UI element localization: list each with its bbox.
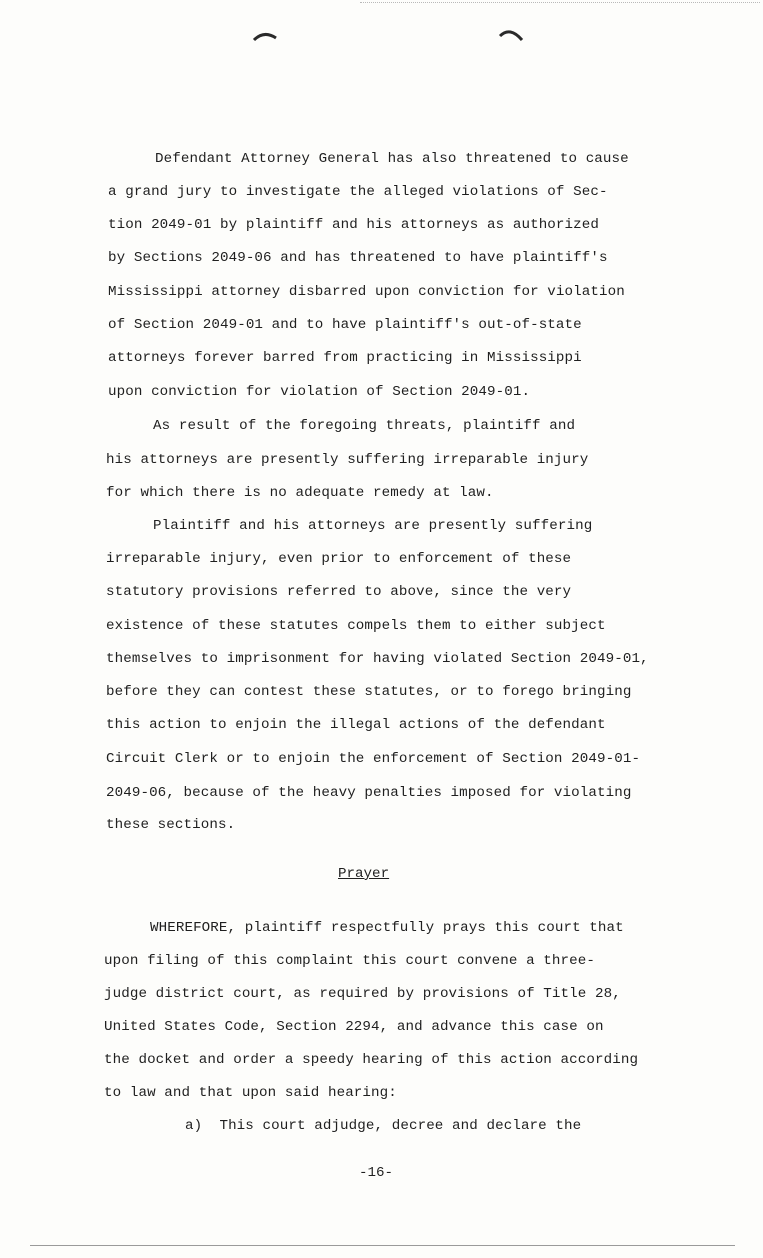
text-line: irreparable injury, even prior to enforcement of these	[106, 551, 572, 567]
binder-hole-mark-right	[496, 26, 526, 44]
text-line: this action to enjoin the illegal actions of the defendant	[106, 717, 606, 733]
text-line: WHEREFORE, plaintiff respectfully prays this court that	[150, 920, 624, 936]
binder-hole-mark-left	[250, 28, 280, 44]
text-line: United States Code, Section 2294, and advance this case on	[104, 1019, 604, 1035]
text-line: statutory provisions referred to above, since the very	[106, 584, 572, 600]
top-dotted-rule	[360, 2, 760, 3]
text-line: a) This court adjudge, decree and declare the	[185, 1118, 582, 1134]
section-heading: Prayer	[338, 866, 390, 882]
text-line: upon filing of this complaint this court convene a three-	[104, 953, 595, 969]
text-line: 2049-06, because of the heavy penalties imposed for violating	[106, 785, 632, 801]
text-line: attorneys forever barred from practicing in Mississippi	[108, 350, 582, 366]
text-line: Mississippi attorney disbarred upon conviction for violation	[108, 284, 625, 300]
text-line: themselves to imprisonment for having violated Section 2049-01,	[106, 651, 649, 667]
text-line: for which there is no adequate remedy at law.	[106, 485, 494, 501]
page-number: -16-	[359, 1165, 394, 1181]
text-line: Defendant Attorney General has also threatened to cause	[155, 151, 629, 167]
text-line: judge district court, as required by provisions of Title 28,	[104, 986, 621, 1002]
text-line: before they can contest these statutes, or to forego bringing	[106, 684, 632, 700]
text-line: these sections.	[106, 817, 236, 833]
text-line: of Section 2049-01 and to have plaintiff's out-of-state	[108, 317, 582, 333]
text-line: As result of the foregoing threats, plaintiff and	[153, 418, 576, 434]
text-line: his attorneys are presently suffering irreparable injury	[106, 452, 589, 468]
text-line: upon conviction for violation of Section 2049-01.	[108, 384, 531, 400]
text-line: Plaintiff and his attorneys are presently suffering	[153, 518, 593, 534]
text-line: to law and that upon said hearing:	[104, 1085, 397, 1101]
bottom-rule	[30, 1245, 735, 1246]
text-line: tion 2049-01 by plaintiff and his attorneys as authorized	[108, 217, 599, 233]
text-line: the docket and order a speedy hearing of this action according	[104, 1052, 639, 1068]
text-line: by Sections 2049-06 and has threatened to have plaintiff's	[108, 250, 608, 266]
text-line: a grand jury to investigate the alleged violations of Sec-	[108, 184, 608, 200]
text-line: existence of these statutes compels them to either subject	[106, 618, 606, 634]
text-line: Circuit Clerk or to enjoin the enforcement of Section 2049-01-	[106, 751, 641, 767]
